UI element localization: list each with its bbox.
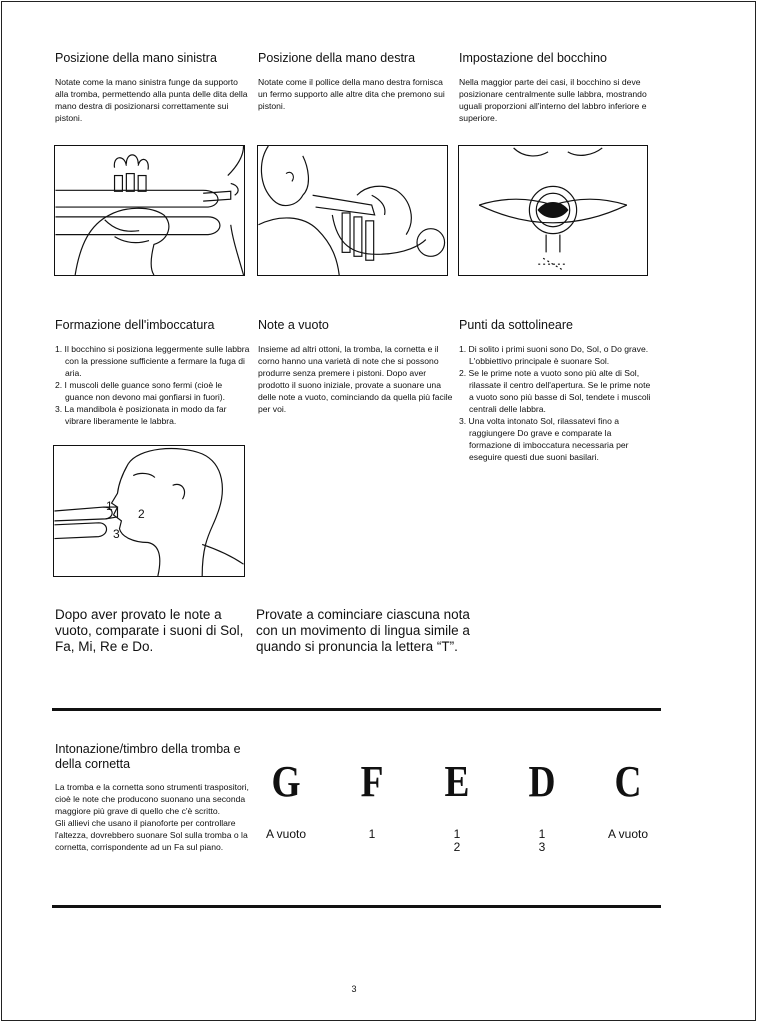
- figure-label-2: 2: [138, 507, 145, 521]
- note-letter: F: [360, 757, 384, 806]
- section-title: Posizione della mano destra: [258, 51, 416, 65]
- list-item: 1. Il bocchino si posiziona leggermente sulle labbra con la pressione sufficiente a fermare la fuga di aria.: [55, 344, 250, 378]
- section-text: Insieme ad altri ottoni, la tromba, la cornetta e il corno hanno una varietà di note che si possono produrre senza premere i pistoni. Dopo aver prodotto il suono iniziale, provate a suonare una delle note a vuoto, cominciando da quella più facile per voi.: [258, 344, 453, 414]
- section-right-hand: [258, 51, 453, 112]
- section-title: Posizione della mano sinistra: [55, 51, 217, 65]
- embouchure-steps: [55, 343, 251, 427]
- section-title: Punti da sottolineare: [459, 318, 573, 332]
- fingering: A vuoto: [607, 827, 649, 841]
- note-letter: G: [271, 757, 301, 806]
- list-item: 1. Di solito i primi suoni sono Do, Sol, o Do grave. L'obbiettivo principale è suonare Sol.: [459, 344, 649, 366]
- fingering-second: 3: [538, 840, 546, 854]
- left-hand-illustration: [54, 145, 245, 276]
- section-title: Note a vuoto: [258, 318, 329, 332]
- top-divider: [52, 708, 661, 711]
- mouthpiece-illustration: [458, 145, 648, 276]
- note-letter: E: [444, 757, 470, 806]
- section-text: Nella maggior parte dei casi, il bocchino si deve posizionare centralmente sulle labbra, mostrando uguali proporzioni all'interno del labbro inferiore e superiore.: [459, 77, 647, 123]
- compare-notes-text: Dopo aver provato le note a vuoto, comparate i suoni di Sol, Fa, Mi, Re e Do.: [55, 607, 244, 654]
- section-text: Notate come il pollice della mano destra fornisca un fermo supporto alle altre dita che premono sui pistoni.: [258, 77, 445, 111]
- section-title: Intonazione/timbro della tromba e della cornetta: [55, 742, 241, 771]
- note-letter: D: [528, 757, 556, 806]
- fingering-second: 2: [453, 840, 461, 854]
- section-title: Impostazione del bocchino: [459, 51, 608, 65]
- underline-steps: [459, 343, 651, 463]
- section-pitch: [55, 742, 250, 853]
- fingering: 1: [368, 827, 376, 841]
- right-hand-illustration: [257, 145, 448, 276]
- section-text: Gli allievi che usano il pianoforte per controllare l'altezza, dovrebbero suonare Sol sulla tromba o la cornetta, corrispondente ad un Fa sul piano.: [55, 818, 248, 852]
- figure-label-3: 3: [113, 527, 120, 541]
- bottom-divider: [52, 905, 661, 908]
- list-item: 3. La mandibola è posizionata in modo da far vibrare liberamente le labbra.: [55, 404, 227, 426]
- note-letter: C: [614, 757, 642, 806]
- section-text: Notate come la mano sinistra funge da supporto alla tromba, permettendo alla punta delle dita della mano destra di posizionarsi correttamente sui pistoni.: [55, 77, 248, 123]
- section-text: La tromba e la cornetta sono strumenti traspositori, cioè le note che producono suonano una seconda maggiore più grave di quello che c'è scritto.: [55, 782, 249, 816]
- list-item: 2. I muscoli delle guance sono fermi (cioè le guance non devono mai gonfiarsi in fuori).: [55, 380, 226, 402]
- fingering: A vuoto: [265, 827, 307, 841]
- section-underline: [459, 318, 651, 463]
- section-left-hand: [55, 51, 250, 124]
- list-item: 2. Se le prime note a vuoto sono più alte di Sol, rilassate il centro dell'apertura. Se le prime note a vuoto sono più basse di Sol, tendete i muscoli centrali delle labbra.: [459, 368, 651, 414]
- section-embouchure: [55, 318, 251, 427]
- section-open-notes: [258, 318, 453, 415]
- page-number: 3: [351, 984, 357, 994]
- fingering: 1: [538, 827, 546, 841]
- section-mouthpiece: [459, 51, 659, 124]
- list-item: 3. Una volta intonato Sol, rilassatevi fino a raggiungere Do grave e comparate la formazione di imboccatura necessaria per eseguire questi due suoni basilari.: [459, 416, 629, 462]
- embouchure-illustration: [53, 445, 245, 577]
- figure-label-1: 1: [106, 499, 113, 513]
- section-title: Formazione dell'imboccatura: [55, 318, 215, 332]
- tongue-text: Provate a cominciare ciascuna nota con un movimento di lingua simile a quando si pronuncia la lettera “T”.: [256, 607, 470, 654]
- fingering: 1: [453, 827, 461, 841]
